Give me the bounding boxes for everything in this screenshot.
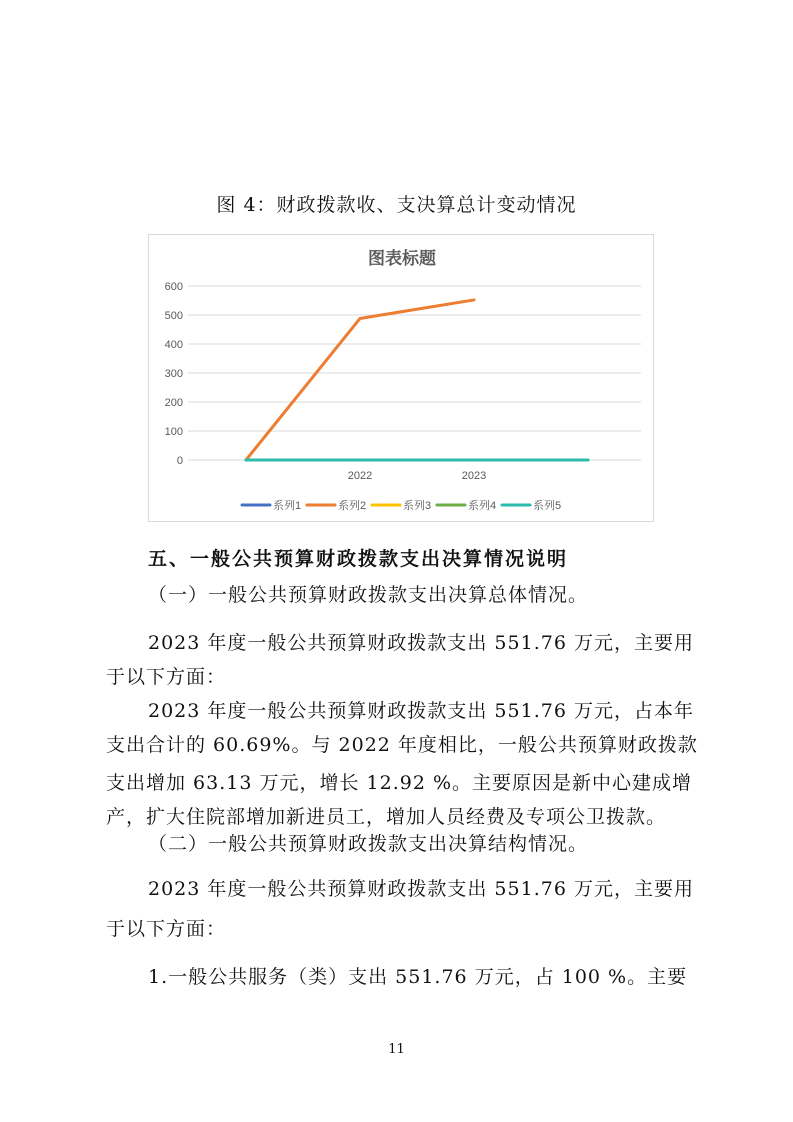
legend-label: 系列2 xyxy=(338,500,367,512)
y-tick-label: 300 xyxy=(164,368,183,380)
y-tick-label: 400 xyxy=(164,339,183,351)
y-tick-label: 200 xyxy=(164,397,183,409)
figure-caption: 图 4：财政拨款收、支决算总计变动情况 xyxy=(216,194,577,216)
x-tick-label: 2022 xyxy=(347,470,373,482)
chart-container xyxy=(148,234,654,522)
paragraph-line: （一）一般公共预算财政拨款支出决算总体情况。 xyxy=(148,584,589,606)
paragraph-line: 支出合计的 60.69%。与 2022 年度相比，一般公共预算财政拨款 xyxy=(106,734,698,756)
series-line xyxy=(246,300,474,460)
y-tick-label: 0 xyxy=(176,455,183,467)
paragraph-line: 支出增加 63.13 万元，增长 12.92 %。主要原因是新中心建成增 xyxy=(106,772,692,794)
chart-title: 图表标题 xyxy=(368,249,436,268)
paragraph-line: 2023 年度一般公共预算财政拨款支出 551.76 万元，占本年 xyxy=(148,700,694,722)
x-tick-label: 2023 xyxy=(461,470,487,482)
section-heading: 五、一般公共预算财政拨款支出决算情况说明 xyxy=(148,548,569,570)
paragraph-line: 于以下方面： xyxy=(106,918,227,940)
legend-label: 系列5 xyxy=(533,500,562,512)
paragraph-line: 1.一般公共服务（类）支出 551.76 万元，占 100 %。主要 xyxy=(148,966,688,988)
y-tick-label: 100 xyxy=(164,426,183,438)
legend-label: 系列4 xyxy=(468,500,497,512)
legend-label: 系列3 xyxy=(403,500,432,512)
paragraph-line: 于以下方面： xyxy=(106,666,227,688)
paragraph-line: （二）一般公共预算财政拨款支出决算结构情况。 xyxy=(148,833,589,855)
y-tick-label: 500 xyxy=(164,310,183,322)
y-tick-label: 600 xyxy=(164,281,183,293)
paragraph-line: 2023 年度一般公共预算财政拨款支出 551.76 万元，主要用 xyxy=(148,632,694,654)
paragraph-line: 2023 年度一般公共预算财政拨款支出 551.76 万元，主要用 xyxy=(148,878,694,900)
line-chart xyxy=(149,235,655,523)
page-number: 11 xyxy=(388,1042,405,1057)
legend-label: 系列1 xyxy=(273,500,302,512)
paragraph-line: 产，扩大住院部增加新进员工，增加人员经费及专项公卫拨款。 xyxy=(106,806,667,828)
